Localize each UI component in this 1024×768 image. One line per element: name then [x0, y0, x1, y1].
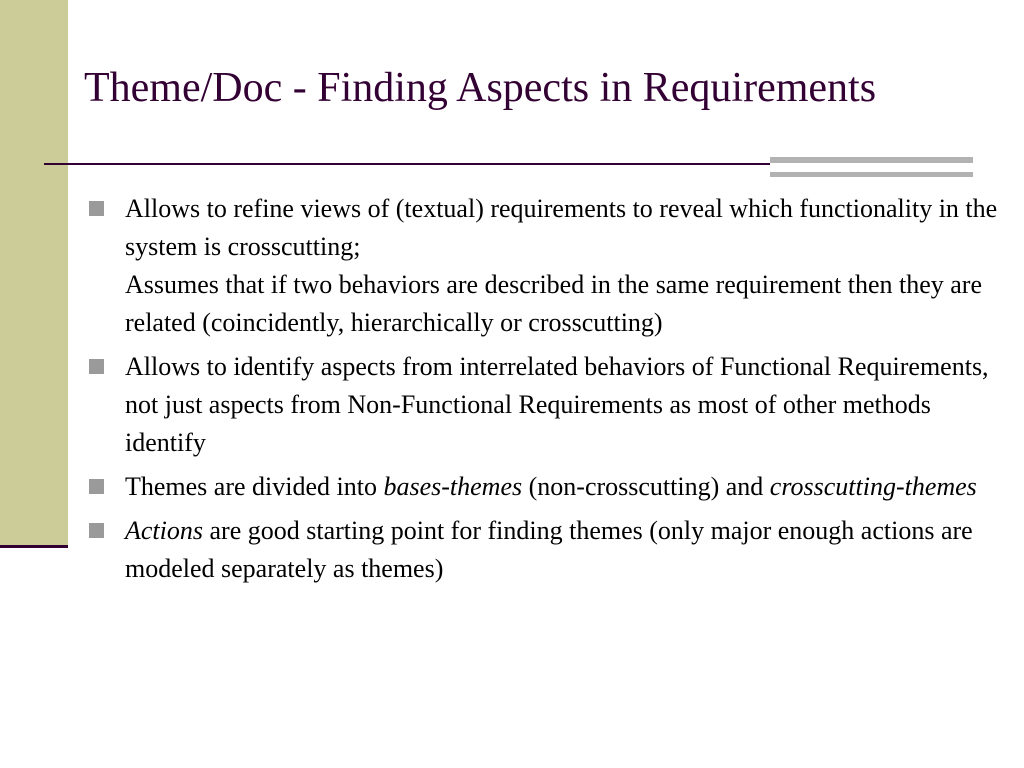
bullet-item [88, 512, 1018, 588]
bullet-text-line: Allows to refine views of (textual) requirements to reveal which functionality in the system is crosscutting; [125, 194, 998, 261]
bullet-item [88, 348, 1018, 462]
bullet-emphasis: Actions [125, 516, 203, 545]
title-divider-accent-top [770, 157, 973, 163]
square-bullet-icon [89, 359, 104, 374]
bullet-item [88, 190, 1018, 342]
bullet-text: are good starting point for finding themes (only major enough actions are modeled separately as themes) [125, 516, 973, 583]
bullet-text-line: Assumes that if two behaviors are described in the same requirement then they are related (coincidently, hierarchically or crosscutting) [125, 270, 982, 337]
bullet-text: Themes are divided into [125, 472, 384, 501]
bullet-text: Allows to identify aspects from interrelated behaviors of Functional Requirements, not just aspects from Non-Functional Requirements as most of other methods identify [125, 352, 989, 457]
bullet-item [88, 468, 1018, 506]
bullet-emphasis: crosscutting-themes [769, 472, 977, 501]
title-divider-line [44, 163, 770, 165]
slide-title: Theme/Doc - Finding Aspects in Requirements [84, 65, 877, 111]
side-decorative-band [0, 0, 68, 548]
square-bullet-icon [89, 523, 104, 538]
bullet-list [88, 190, 1018, 594]
square-bullet-icon [89, 479, 104, 494]
title-divider-accent-bottom [770, 172, 973, 177]
side-band-underline [0, 545, 68, 548]
bullet-emphasis: bases-themes [383, 472, 523, 501]
square-bullet-icon [89, 201, 104, 216]
bullet-text: (non-crosscutting) and [522, 472, 770, 501]
